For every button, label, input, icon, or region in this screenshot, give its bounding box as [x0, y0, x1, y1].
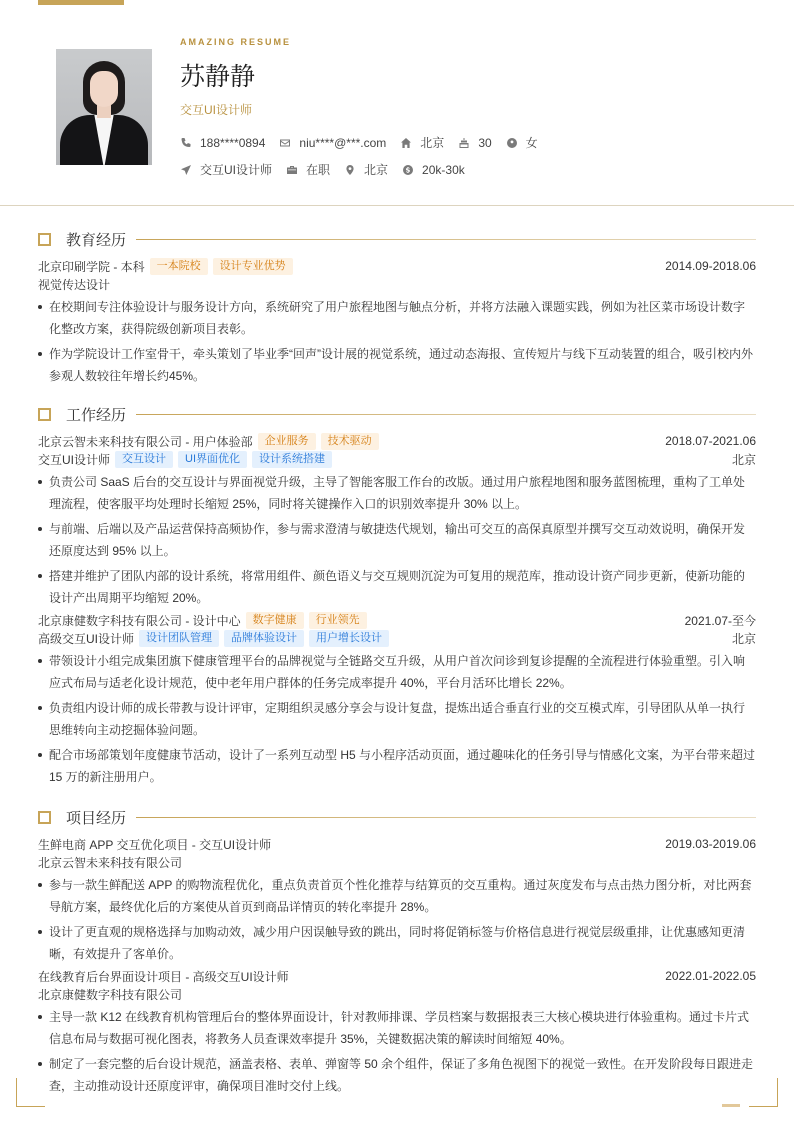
project-bullet: 参与一款生鲜配送 APP 的购物流程优化，重点负责首页个性化推荐与结算页的交互重构。通过灰度发布与点击热力图分析，对比两套导航方案，最终优化后的方案使从首页到商品详情页的转化率提升 28%。 — [38, 874, 756, 918]
role-tag: UI界面优化 — [178, 451, 247, 468]
job-bullet: 与前端、后端以及产品运营保持高频协作，参与需求澄清与敏捷迭代规划，输出可交互的高保真原型并撰写交互动效说明，确保开发还原度达到 95% 以上。 — [38, 518, 756, 562]
project-name: 在线教育后台界面设计项目 - 高级交互UI设计师 — [38, 969, 289, 984]
phone-info — [180, 136, 265, 150]
role-tag: 交互设计 — [115, 451, 173, 468]
company-tag: 行业领先 — [309, 612, 367, 629]
education-row — [38, 257, 756, 275]
briefcase-icon — [286, 164, 298, 176]
project-row — [38, 835, 756, 853]
section-divider — [136, 817, 756, 818]
company-name: 北京云智未来科技有限公司 - 用户体验部 — [38, 434, 253, 449]
candidate-title: 交互UI设计师 — [180, 103, 253, 117]
section-title: 工作经历 — [66, 406, 127, 424]
project-company: 北京云智未来科技有限公司 — [38, 855, 183, 870]
section-square-icon — [38, 408, 51, 421]
location-pin-icon — [344, 164, 356, 176]
age-text: 30 — [478, 135, 492, 150]
major-name: 视觉传达设计 — [38, 277, 111, 292]
company-tag: 企业服务 — [258, 433, 316, 450]
gender-info — [506, 134, 538, 151]
project-bullet: 制定了一套完整的后台设计规范，涵盖表格、表单、弹窗等 50 余个组件，保证了多角色视图下的视觉一致性。在开发阶段每日跟进走查，主动推动设计还原度评审，确保项目准时交付上线。 — [38, 1053, 756, 1097]
job-city: 北京 — [731, 452, 756, 467]
job-role-row — [38, 629, 756, 647]
salary-text: 20k-30k — [422, 162, 465, 177]
job-bullet: 负责公司 SaaS 后台的交互设计与界面视觉升级，主导了智能客服工作台的改版。通过用户旅程地图和服务蓝图梳理，重构了工单处理流程，使客服平均处理时长缩短 25%，同时将关键操作入口的识别效率提升 30% 以上。 — [38, 471, 756, 515]
salary-info — [402, 163, 465, 177]
target-role-text: 交互UI设计师 — [200, 163, 273, 177]
role-tag: 用户增长设计 — [309, 630, 389, 647]
mail-icon — [279, 137, 291, 149]
hometown-info — [400, 134, 444, 151]
gender-text: 女 — [525, 136, 538, 150]
major-row — [38, 275, 756, 293]
role-tag: 设计团队管理 — [139, 630, 219, 647]
email-info — [279, 136, 386, 150]
target-city-text: 北京 — [364, 163, 389, 177]
education-section — [38, 229, 756, 387]
job-date: 2021.07-至今 — [684, 613, 756, 628]
send-icon — [180, 164, 192, 176]
section-divider — [136, 414, 756, 415]
education-date: 2014.09-2018.06 — [665, 259, 756, 273]
education-bullet: 作为学院设计工作室骨干，牵头策划了毕业季“回声”设计展的视觉系统，通过动态海报、宣传短片与线下互动装置的组合，吸引校内外参观人数较往年增长约45%。 — [38, 343, 756, 387]
resume-tagline: AMAZING RESUME — [180, 37, 291, 47]
role-tag: 设计系统搭建 — [252, 451, 332, 468]
salary-icon — [402, 164, 414, 176]
gender-icon — [506, 137, 518, 149]
job-company-row — [38, 432, 756, 450]
job-bullet: 配合市场部策划年度健康节活动，设计了一系列互动型 H5 与小程序活动页面，通过趣味化的任务引导与情感化文案，为平台带来超过 15 万的新注册用户。 — [38, 744, 756, 788]
phone-text: 188****0894 — [200, 135, 266, 150]
job-role: 交互UI设计师 — [38, 452, 111, 467]
email-text: niu****@***.com — [299, 135, 387, 150]
project-bullet: 设计了更直观的规格选择与加购动效，减少用户因误触导致的跳出，同时将促销标签与价格信息进行视觉层级重排，让优惠感知更清晰，有效提升了客单价。 — [38, 921, 756, 965]
project-name: 生鲜电商 APP 交互优化项目 - 交互UI设计师 — [38, 837, 272, 852]
project-date: 2022.01-2022.05 — [665, 969, 756, 983]
education-heading — [38, 229, 756, 249]
target-city-info — [344, 161, 388, 178]
section-square-icon — [38, 233, 51, 246]
section-divider — [136, 239, 756, 240]
job-date: 2018.07-2021.06 — [665, 434, 756, 448]
company-tag: 数字健康 — [246, 612, 304, 629]
job-bullet: 搭建并维护了团队内部的设计系统，将常用组件、颜色语义与交互规则沉淀为可复用的规范库，推动设计资产同步更新，使新功能的设计产出周期平均缩短 20%。 — [38, 565, 756, 609]
section-title: 项目经历 — [66, 809, 127, 827]
role-tag: 品牌体验设计 — [224, 630, 304, 647]
home-icon — [400, 137, 412, 149]
school-name: 北京印刷学院 - 本科 — [38, 259, 145, 274]
job-intent-row — [180, 161, 479, 178]
contact-info-row — [180, 134, 552, 151]
resume-header — [0, 5, 794, 206]
work-section — [38, 404, 756, 788]
job-city: 北京 — [731, 631, 756, 646]
hometown-text: 北京 — [420, 136, 445, 150]
page-indicator-mark — [722, 1104, 740, 1107]
company-tag: 技术驱动 — [321, 433, 379, 450]
job-company-row — [38, 611, 756, 629]
project-company-row — [38, 853, 756, 871]
candidate-name: 苏静静 — [180, 63, 256, 91]
education-bullet: 在校期间专注体验设计与服务设计方向，系统研究了用户旅程地图与触点分析，并将方法融入课题实践，例如为社区菜市场设计数字化整改方案，获得院级创新项目表彰。 — [38, 296, 756, 340]
section-title: 教育经历 — [66, 231, 127, 249]
projects-heading — [38, 807, 756, 827]
cake-icon — [458, 137, 470, 149]
section-square-icon — [38, 811, 51, 824]
job-bullet: 负责组内设计师的成长带教与设计评审，定期组织灵感分享会与设计复盘，提炼出适合垂直行业的交互模式库，引导团队从单一执行思维转向主动挖掘体验问题。 — [38, 697, 756, 741]
work-heading — [38, 404, 756, 424]
phone-icon — [180, 137, 192, 149]
age-info — [458, 136, 491, 150]
corner-decoration — [749, 1078, 778, 1107]
project-date: 2019.03-2019.06 — [665, 837, 756, 851]
project-company: 北京康健数字科技有限公司 — [38, 987, 183, 1002]
company-name: 北京康健数字科技有限公司 - 设计中心 — [38, 613, 241, 628]
school-tag: 设计专业优势 — [213, 258, 293, 275]
profile-photo — [56, 49, 152, 165]
corner-decoration — [16, 1078, 45, 1107]
projects-section — [38, 807, 756, 1097]
job-bullet: 带领设计小组完成集团旗下健康管理平台的品牌视觉与全链路交互升级，从用户首次问诊到复诊提醒的全流程进行体验重塑。引入响应式布局与适老化设计规范，使中老年用户群体的任务完成率提升 40%，平台月活环比增长 22%。 — [38, 650, 756, 694]
job-role-row — [38, 450, 756, 468]
project-bullet: 主导一款 K12 在线教育机构管理后台的整体界面设计，针对教师排课、学员档案与数据报表三大核心模块进行体验重构。通过卡片式信息布局与数据可视化图表，将教务人员查课效率提升 35%，关键数据决策的解读时间缩短 40%。 — [38, 1006, 756, 1050]
employment-status-text: 在职 — [306, 163, 331, 177]
school-tag: 一本院校 — [150, 258, 208, 275]
employment-status-info — [286, 161, 330, 178]
project-company-row — [38, 985, 756, 1003]
target-role-info — [180, 161, 272, 178]
job-role: 高级交互UI设计师 — [38, 631, 135, 646]
project-row — [38, 967, 756, 985]
